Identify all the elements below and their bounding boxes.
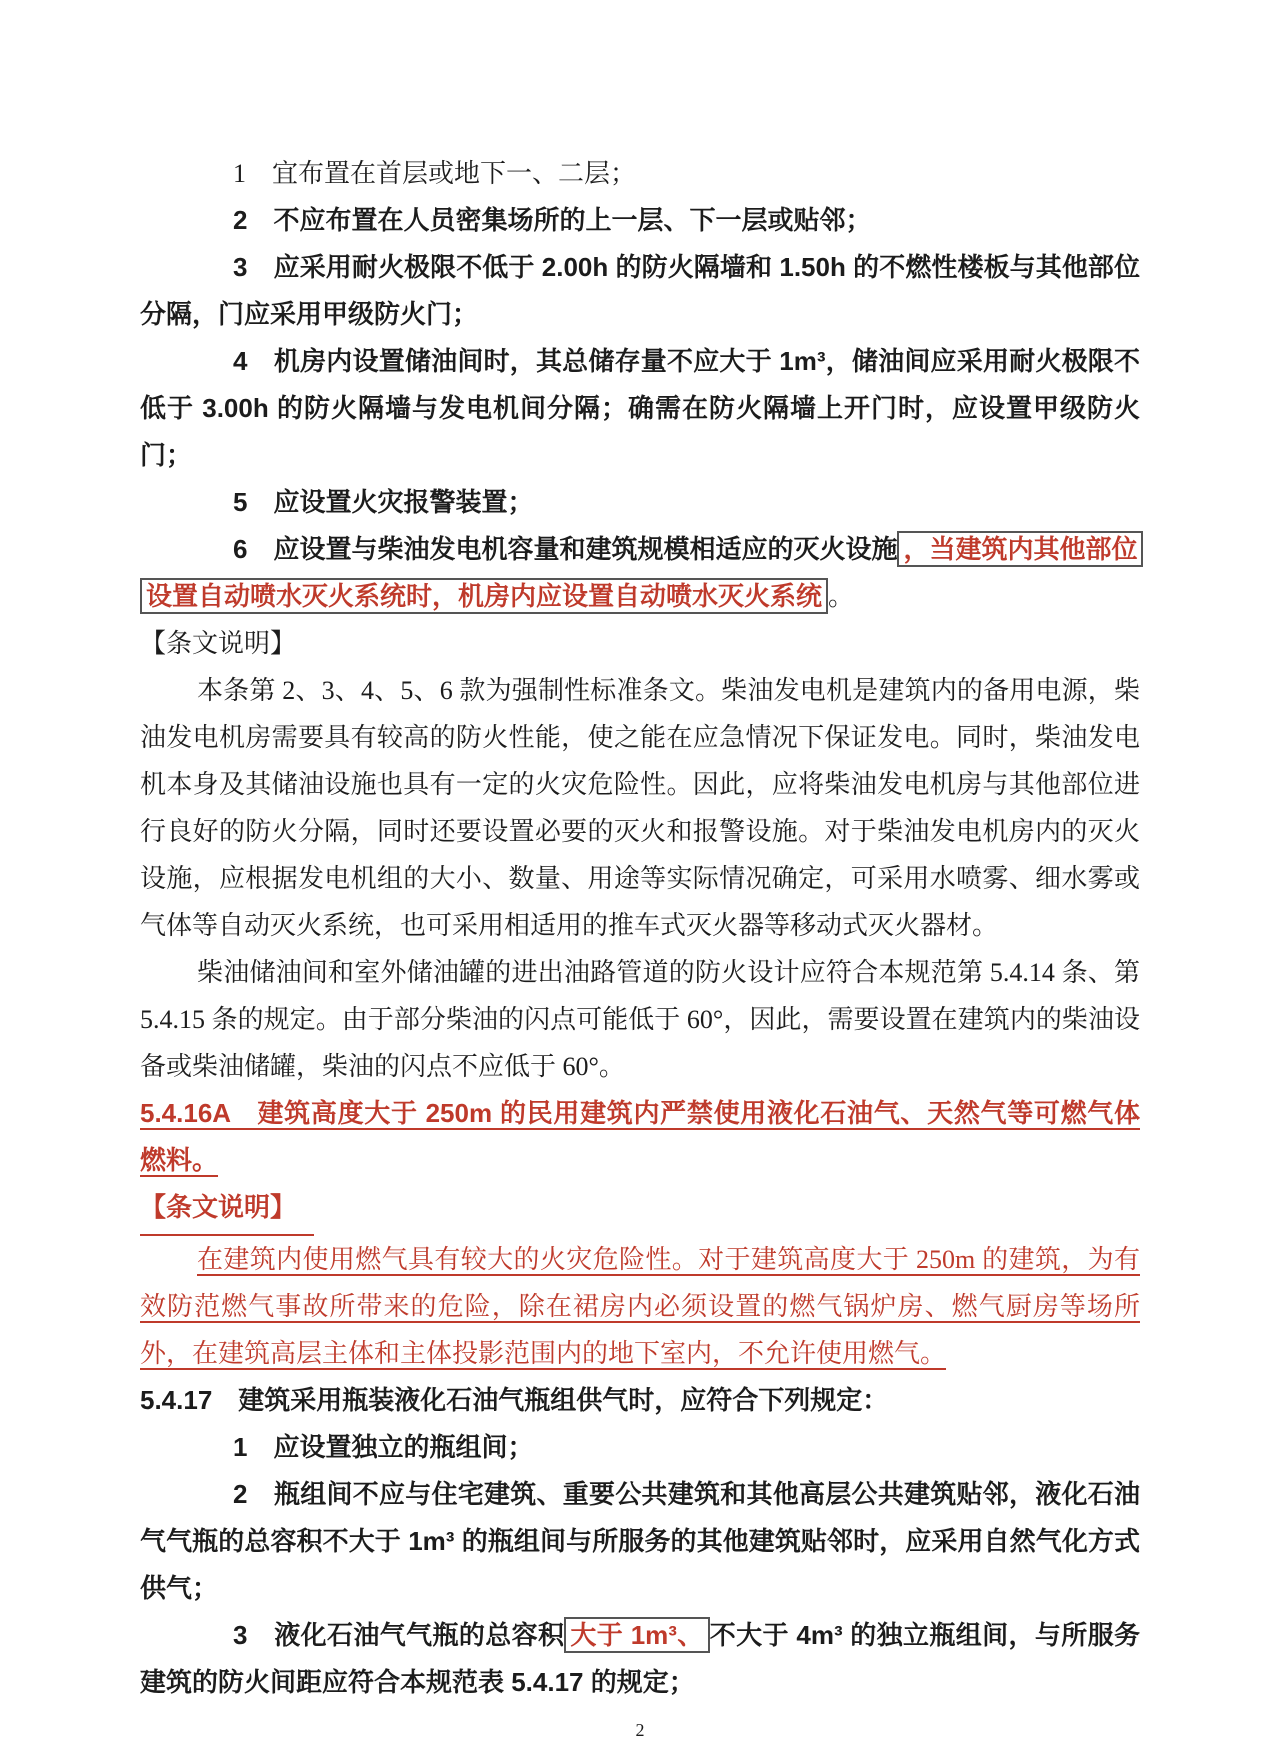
revision-box-2: 设置自动喷水灭火系统时，机房内应设置自动喷水灭火系统 <box>140 578 828 614</box>
revision-box-3: 大于 1m³、 <box>564 1617 709 1653</box>
clause-item-4: 4 机房内设置储油间时，其总储存量不应大于 1m³，储油间应采用耐火极限不低于 3.00h 的防火隔墙与发电机间分隔；确需在防火隔墙上开门时，应设置甲级防火门； <box>140 346 1140 470</box>
explanation-paragraph-2: 柴油储油间和室外储油罐的进出油路管道的防火设计应符合本规范第 5.4.14 条、第 5.4.15 条的规定。由于部分柴油的闪点可能低于 60°，因此，需要设置在建筑内的柴油设备或柴油储罐，柴油的闪点不应低于 60°。 <box>140 958 1140 1081</box>
explanation-paragraph-red: 在建筑内使用燃气具有较大的火灾危险性。对于建筑高度大于 250m 的建筑，为有效防范燃气事故所带来的危险，除在裙房内必须设置的燃气锅炉房、燃气厨房等场所外，在建筑高层主体和主体投影范围内的地下室内，不允许使用燃气。 <box>140 1245 1140 1368</box>
explanation-heading-red <box>140 1184 1140 1236</box>
clause-item-6-text: 6 应设置与柴油发电机容量和建筑规模相适应的灭火设施 <box>233 534 898 564</box>
clause-item-1: 1 宜布置在首层或地下一、二层； <box>233 159 637 188</box>
sentence-period: 。 <box>828 582 855 611</box>
explanation-paragraph-1: 本条第 2、3、4、5、6 款为强制性标准条文。柴油发电机是建筑内的备用电源，柴油发电机房需要具有较高的防火性能，使之能在应急情况下保证发电。同时，柴油发电机本身及其储油设施也具有一定的火灾危险性。因此，应将柴油发电机房与其他部位进行良好的防火分隔，同时还要设置必要的灭火和报警设施。对于柴油发电机房内的灭火设施，应根据发电机组的大小、数量、用途等实际情况确定，可采用水喷雾、细水雾或气体等自动灭火系统，也可采用相适用的推车式灭火器等移动式灭火器材。 <box>140 676 1140 940</box>
item-3-text-before-box: 3 液化石油气气瓶的总容积 <box>233 1620 565 1650</box>
clause-item-5: 5 应设置火灾报警装置； <box>233 487 534 517</box>
explanation-heading-red-text: 【条文说明】 <box>140 1184 314 1236</box>
clause-item-2: 2 不应布置在人员密集场所的上一层、下一层或贴邻； <box>233 205 872 235</box>
revision-box-1: ，当建筑内其他部位 <box>897 531 1143 567</box>
clause-5-4-16A: 5.4.16A 建筑高度大于 250m 的民用建筑内严禁使用液化石油气、天然气等可燃气体燃料。 <box>140 1098 1140 1175</box>
clause-item-6-line2 <box>140 573 1140 620</box>
clause-item-6-line1 <box>140 526 1140 573</box>
page-number: 2 <box>635 1720 645 1740</box>
clause-5-4-17-item-2: 2 瓶组间不应与住宅建筑、重要公共建筑和其他高层公共建筑贴邻，液化石油气气瓶的总容积不大于 1m³ 的瓶组间与所服务的其他建筑贴邻时，应采用自然气化方式供气； <box>140 1479 1140 1603</box>
explanation-heading: 【条文说明】 <box>140 629 297 658</box>
clause-5-4-17-item-1: 1 应设置独立的瓶组间； <box>233 1432 534 1462</box>
item-3-text-after-box: 不大于 4m³ 的独立瓶组间，与所服务建筑的防火间距应符合本规范表 5.4.17 的规定； <box>140 1620 1140 1697</box>
clause-item-3: 3 应采用耐火极限不低于 2.00h 的防火隔墙和 1.50h 的不燃性楼板与其他部位分隔，门应采用甲级防火门； <box>140 252 1140 329</box>
clause-5-4-17-item-3 <box>140 1612 1140 1706</box>
clause-5-4-17: 5.4.17 建筑采用瓶装液化石油气瓶组供气时，应符合下列规定： <box>140 1385 889 1415</box>
